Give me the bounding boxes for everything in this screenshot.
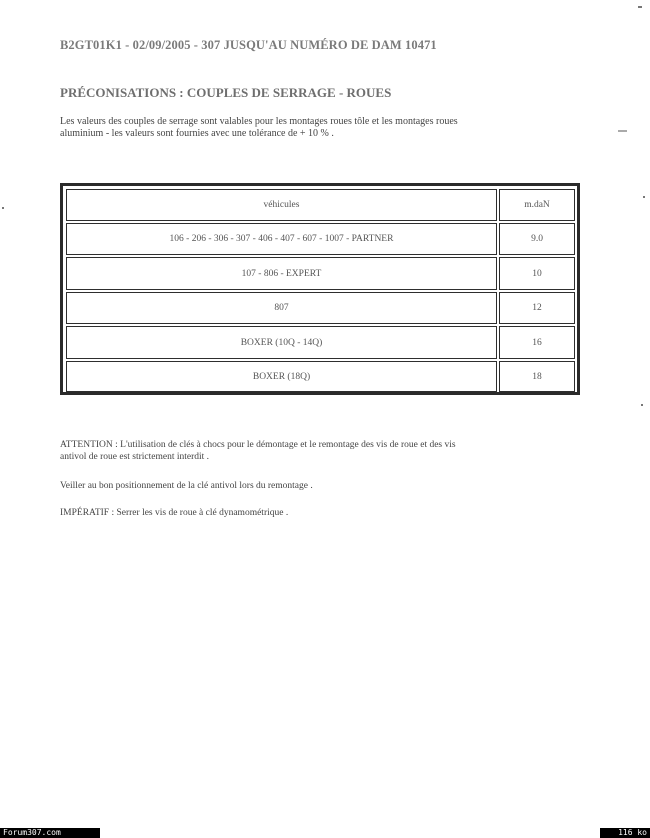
section-title: PRÉCONISATIONS : COUPLES DE SERRAGE - ROUES bbox=[60, 85, 392, 100]
intro-line-1: Les valeurs des couples de serrage sont valables pour les montages roues tôle et les montages roues bbox=[60, 116, 458, 127]
table-row-torque: 9.0 bbox=[499, 223, 575, 255]
intro-line-2: aluminium - les valeurs sont fournies avec une tolérance de + 10 % . bbox=[60, 128, 334, 139]
table-row-torque: 10 bbox=[499, 257, 575, 290]
table-row-vehicle: BOXER (18Q) bbox=[66, 361, 497, 392]
footer-file-size: 116 ko bbox=[600, 828, 650, 838]
scan-speck bbox=[641, 404, 643, 406]
antivol-note: Veiller au bon positionnement de la clé antivol lors du remontage . bbox=[60, 481, 313, 491]
torque-table bbox=[60, 183, 580, 395]
table-row-torque: 16 bbox=[499, 326, 575, 359]
scan-speck bbox=[2, 207, 4, 209]
header-torque: m.daN bbox=[499, 189, 575, 221]
imperatif-note: IMPÉRATIF : Serrer les vis de roue à clé dynamométrique . bbox=[60, 508, 289, 518]
scan-speck bbox=[638, 6, 642, 8]
attention-note bbox=[60, 439, 570, 463]
table-row-torque: 12 bbox=[499, 292, 575, 324]
scan-speck bbox=[643, 196, 645, 198]
intro-paragraph bbox=[60, 116, 580, 140]
table-row-vehicle: 106 - 206 - 306 - 307 - 406 - 407 - 607 - 1007 - PARTNER bbox=[66, 223, 497, 255]
document-reference: B2GT01K1 - 02/09/2005 - 307 JUSQU'AU NUMÉRO DE DAM 10471 bbox=[60, 38, 437, 52]
table-row-vehicle: 107 - 806 - EXPERT bbox=[66, 257, 497, 290]
scan-speck bbox=[618, 130, 627, 132]
footer-site: Forum307.com bbox=[0, 828, 100, 838]
header-vehicles: véhicules bbox=[66, 189, 497, 221]
table-row-vehicle: BOXER (10Q - 14Q) bbox=[66, 326, 497, 359]
attention-line-2: antivol de roue est strictement interdit . bbox=[60, 452, 210, 462]
table-row-vehicle: 807 bbox=[66, 292, 497, 324]
table-row-torque: 18 bbox=[499, 361, 575, 392]
attention-line-1: ATTENTION : L'utilisation de clés à chocs pour le démontage et le remontage des vis de roue et des vis bbox=[60, 440, 456, 450]
